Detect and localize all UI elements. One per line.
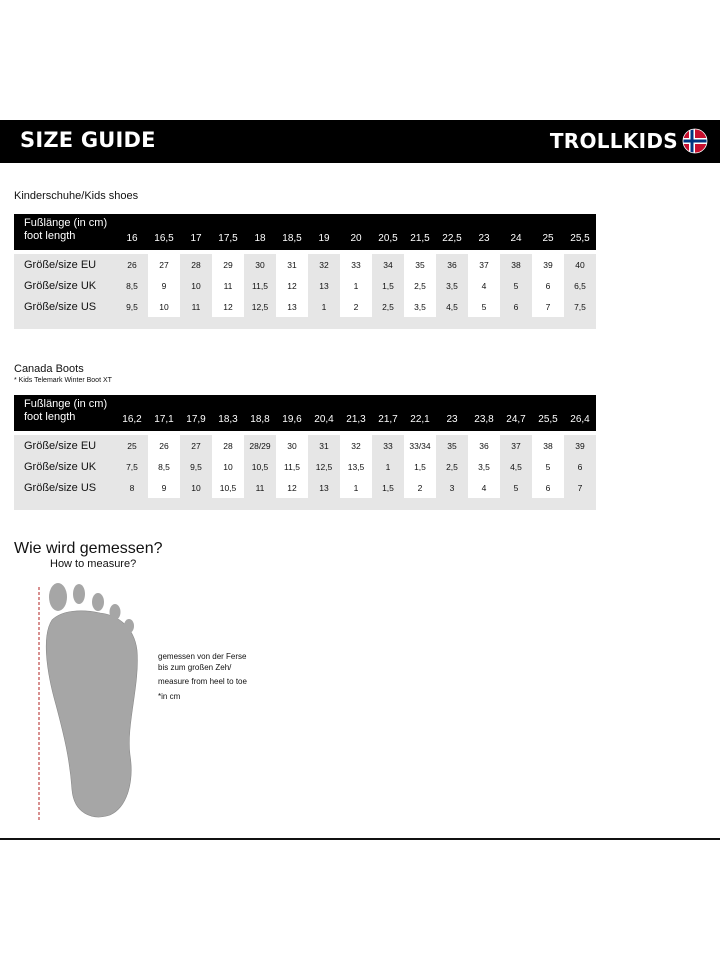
size-cell: 1 [340, 477, 372, 498]
size-cell: 6 [532, 477, 564, 498]
toe-2 [73, 584, 85, 604]
size-cell: 31 [308, 435, 340, 456]
size-cell: 9 [148, 477, 180, 498]
size-cell: 8,5 [116, 275, 148, 296]
size-cell: 12 [276, 477, 308, 498]
size-cell: 12 [212, 296, 244, 317]
foot-length-cell: 24,7 [500, 395, 532, 431]
size-cell: 2 [404, 477, 436, 498]
size-cell: 10 [212, 456, 244, 477]
size-cell: 27 [148, 254, 180, 275]
size-cell: 33/34 [404, 435, 436, 456]
foot-length-cell: 21,3 [340, 395, 372, 431]
size-cell: 26 [148, 435, 180, 456]
size-cell: 5 [500, 477, 532, 498]
table-row [14, 456, 596, 477]
size-cell: 2,5 [372, 296, 404, 317]
table-row [14, 296, 596, 317]
size-cell: 33 [340, 254, 372, 275]
size-cell: 11 [180, 296, 212, 317]
foot-length-cell: 21,5 [404, 214, 436, 250]
size-cell: 10 [148, 296, 180, 317]
size-cell: 9 [148, 275, 180, 296]
foot-length-cell: 17,5 [212, 214, 244, 250]
size-cell: 9,5 [116, 296, 148, 317]
table-header-row [14, 214, 596, 250]
norway-flag-icon [682, 128, 708, 154]
size-cell: 38 [532, 435, 564, 456]
size-cell: 6 [532, 275, 564, 296]
size-cell: 36 [436, 254, 468, 275]
foot-length-cell: 25 [532, 214, 564, 250]
size-cell: 11 [212, 275, 244, 296]
foot-length-label-en: foot length [24, 230, 76, 242]
size-cell: 7 [564, 477, 596, 498]
size-cell: 35 [436, 435, 468, 456]
size-cell: 1 [308, 296, 340, 317]
foot-length-label [14, 395, 116, 431]
size-cell: 28/29 [244, 435, 276, 456]
foot-length-cell: 25,5 [564, 214, 596, 250]
size-cell: 12,5 [308, 456, 340, 477]
size-cell: 4,5 [500, 456, 532, 477]
size-cell: 28 [180, 254, 212, 275]
foot-length-cell: 18,3 [212, 395, 244, 431]
size-cell: 25 [116, 435, 148, 456]
toe-5 [124, 619, 134, 633]
foot-length-cell: 17 [180, 214, 212, 250]
canada-section-note: * Kids Telemark Winter Boot XT [14, 377, 112, 384]
size-cell: 32 [340, 435, 372, 456]
size-label: Größe/size EU [14, 435, 116, 456]
size-label: Größe/size US [14, 296, 116, 317]
size-label: Größe/size US [14, 477, 116, 498]
foot-length-cell: 18 [244, 214, 276, 250]
foot-length-cell: 18,8 [244, 395, 276, 431]
size-cell: 12,5 [244, 296, 276, 317]
size-cell: 13 [308, 275, 340, 296]
size-cell: 8,5 [148, 456, 180, 477]
foot-length-cell: 26,4 [564, 395, 596, 431]
size-cell: 1 [372, 456, 404, 477]
foot-length-cell: 20 [340, 214, 372, 250]
size-cell: 34 [372, 254, 404, 275]
size-cell: 32 [308, 254, 340, 275]
toe-4 [110, 604, 121, 620]
brand-logo [550, 128, 708, 154]
size-cell: 7,5 [564, 296, 596, 317]
size-cell: 37 [500, 435, 532, 456]
size-cell: 9,5 [180, 456, 212, 477]
size-label: Größe/size UK [14, 275, 116, 296]
foot-length-cell: 18,5 [276, 214, 308, 250]
foot-length-cell: 24 [500, 214, 532, 250]
size-cell: 30 [276, 435, 308, 456]
size-cell: 3 [436, 477, 468, 498]
size-cell: 2,5 [404, 275, 436, 296]
size-cell: 3,5 [436, 275, 468, 296]
size-cell: 10,5 [212, 477, 244, 498]
size-cell: 1,5 [372, 275, 404, 296]
size-cell: 37 [468, 254, 500, 275]
size-label: Größe/size UK [14, 456, 116, 477]
size-cell: 4 [468, 477, 500, 498]
size-cell: 39 [564, 435, 596, 456]
toe-3 [92, 593, 104, 611]
size-guide-header [0, 120, 720, 163]
size-cell: 6 [564, 456, 596, 477]
bottom-divider [0, 838, 720, 840]
canada-section-title: Canada Boots [14, 363, 84, 375]
size-cell: 39 [532, 254, 564, 275]
kids-size-table [14, 214, 596, 329]
foot-length-cell: 19,6 [276, 395, 308, 431]
size-cell: 11,5 [244, 275, 276, 296]
table-row [14, 477, 596, 498]
size-cell: 6,5 [564, 275, 596, 296]
foot-length-cell: 20,5 [372, 214, 404, 250]
size-cell: 10,5 [244, 456, 276, 477]
size-cell: 12 [276, 275, 308, 296]
foot-sole [46, 611, 137, 817]
foot-length-cell: 23 [436, 395, 468, 431]
size-cell: 1,5 [404, 456, 436, 477]
size-cell: 5 [468, 296, 500, 317]
size-cell: 29 [212, 254, 244, 275]
size-cell: 30 [244, 254, 276, 275]
foot-length-cell: 16 [116, 214, 148, 250]
foot-length-label-en: foot length [24, 411, 76, 423]
brand-name: TROLLKIDS [549, 129, 678, 153]
foot-length-cell: 19 [308, 214, 340, 250]
size-cell: 10 [180, 477, 212, 498]
size-cell: 27 [180, 435, 212, 456]
size-cell: 5 [532, 456, 564, 477]
size-cell: 4,5 [436, 296, 468, 317]
measure-subtitle: How to measure? [50, 558, 137, 570]
size-cell: 13 [308, 477, 340, 498]
table-row [14, 275, 596, 296]
foot-length-label-de: Fußlänge (in cm) [24, 398, 108, 410]
size-cell: 5 [500, 275, 532, 296]
size-cell: 7,5 [116, 456, 148, 477]
size-cell: 11,5 [276, 456, 308, 477]
size-cell: 36 [468, 435, 500, 456]
size-cell: 2,5 [436, 456, 468, 477]
size-cell: 7 [532, 296, 564, 317]
size-cell: 28 [212, 435, 244, 456]
foot-length-cell: 20,4 [308, 395, 340, 431]
foot-length-cell: 16,5 [148, 214, 180, 250]
size-cell: 26 [116, 254, 148, 275]
size-cell: 11 [244, 477, 276, 498]
size-cell: 8 [116, 477, 148, 498]
size-cell: 4 [468, 275, 500, 296]
size-cell: 1,5 [372, 477, 404, 498]
kids-section-title: Kinderschuhe/Kids shoes [14, 190, 139, 202]
table-footer [14, 317, 596, 329]
table-row [14, 254, 596, 275]
size-cell: 10 [180, 275, 212, 296]
size-cell: 33 [372, 435, 404, 456]
foot-length-label-de: Fußlänge (in cm) [24, 217, 108, 229]
foot-length-cell: 23,8 [468, 395, 500, 431]
size-cell: 2 [340, 296, 372, 317]
foot-length-cell: 17,1 [148, 395, 180, 431]
measure-note-unit: *in cm [158, 692, 181, 701]
foot-illustration [30, 575, 150, 825]
table-row [14, 435, 596, 456]
size-cell: 3,5 [404, 296, 436, 317]
page-title: SIZE GUIDE [20, 128, 156, 152]
size-cell: 35 [404, 254, 436, 275]
size-cell: 6 [500, 296, 532, 317]
foot-length-cell: 21,7 [372, 395, 404, 431]
size-cell: 13 [276, 296, 308, 317]
size-cell: 40 [564, 254, 596, 275]
size-cell: 31 [276, 254, 308, 275]
foot-length-cell: 16,2 [116, 395, 148, 431]
foot-length-cell: 22,5 [436, 214, 468, 250]
measure-note-line2: bis zum großen Zeh/ [158, 663, 232, 672]
foot-length-label [14, 214, 116, 250]
table-footer [14, 498, 596, 510]
measure-title: Wie wird gemessen? [14, 540, 163, 557]
table-header-row [14, 395, 596, 431]
big-toe [49, 583, 67, 611]
size-cell: 3,5 [468, 456, 500, 477]
size-cell: 38 [500, 254, 532, 275]
foot-length-cell: 23 [468, 214, 500, 250]
foot-length-cell: 25,5 [532, 395, 564, 431]
measure-note-line3: measure from heel to toe [158, 677, 247, 686]
size-cell: 1 [340, 275, 372, 296]
size-cell: 13,5 [340, 456, 372, 477]
measure-note-line1: gemessen von der Ferse [158, 652, 247, 661]
canada-size-table [14, 395, 596, 510]
foot-length-cell: 22,1 [404, 395, 436, 431]
size-label: Größe/size EU [14, 254, 116, 275]
foot-length-cell: 17,9 [180, 395, 212, 431]
